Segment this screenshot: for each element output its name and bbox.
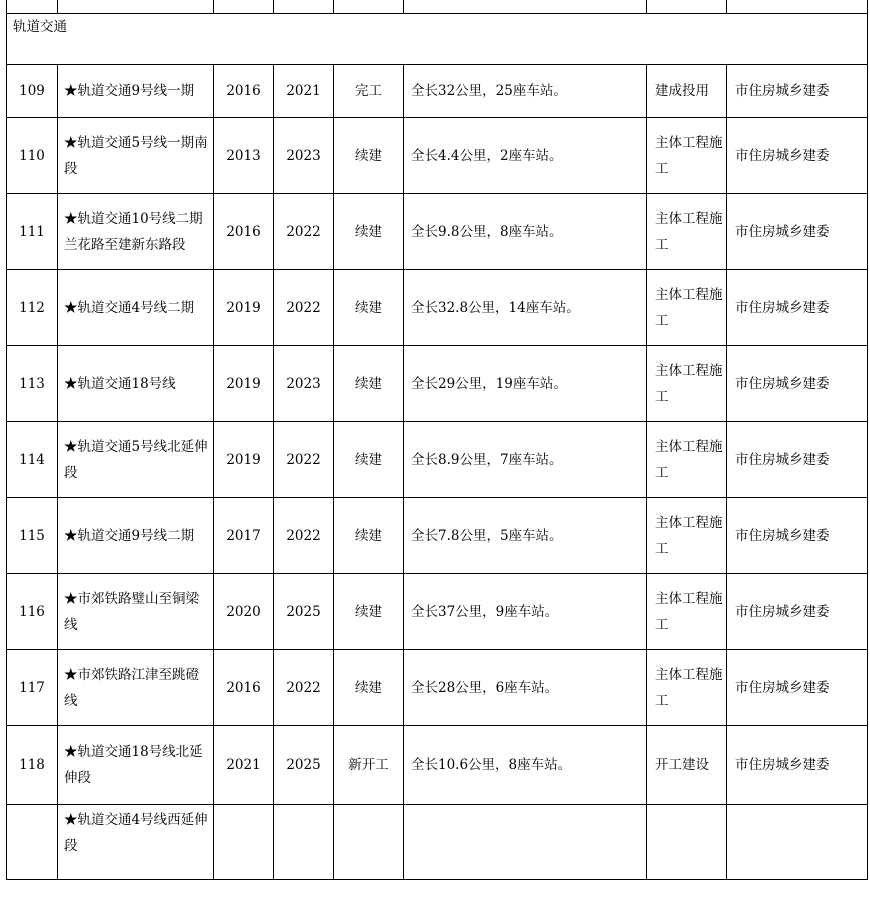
row-number-cell: 110 bbox=[7, 118, 58, 194]
row-number-cell bbox=[7, 805, 58, 880]
clipped-cell bbox=[214, 0, 274, 14]
end-year-cell bbox=[274, 805, 334, 880]
project-name-cell: ★轨道交通5号线北延伸段 bbox=[58, 422, 214, 498]
build-status-cell: 完工 bbox=[334, 65, 404, 118]
table-row bbox=[7, 270, 868, 346]
table-row bbox=[7, 118, 868, 194]
start-year-cell: 2019 bbox=[214, 422, 274, 498]
clipped-cell bbox=[334, 0, 404, 14]
responsible-unit-cell: 市住房城乡建委 bbox=[727, 650, 868, 726]
description-cell: 全长4.4公里，2座车站。 bbox=[404, 118, 647, 194]
progress-target-cell: 主体工程施工 bbox=[647, 118, 727, 194]
start-year-cell: 2016 bbox=[214, 65, 274, 118]
build-status-cell: 续建 bbox=[334, 194, 404, 270]
projects-table bbox=[6, 0, 868, 880]
table-row bbox=[7, 650, 868, 726]
progress-target-cell: 主体工程施工 bbox=[647, 194, 727, 270]
project-name-cell: ★轨道交通9号线一期 bbox=[58, 65, 214, 118]
project-name-cell: ★轨道交通4号线西延伸段 bbox=[58, 805, 214, 880]
section-header-row bbox=[7, 14, 868, 65]
end-year-cell: 2025 bbox=[274, 726, 334, 805]
build-status-cell: 新开工 bbox=[334, 726, 404, 805]
progress-target-cell: 建成投用 bbox=[647, 65, 727, 118]
row-number-cell: 114 bbox=[7, 422, 58, 498]
project-name-cell: ★轨道交通5号线一期南段 bbox=[58, 118, 214, 194]
description-cell: 全长10.6公里，8座车站。 bbox=[404, 726, 647, 805]
table-row bbox=[7, 346, 868, 422]
start-year-cell: 2017 bbox=[214, 498, 274, 574]
table-row bbox=[7, 194, 868, 270]
row-number-cell: 112 bbox=[7, 270, 58, 346]
clipped-previous-row bbox=[7, 0, 868, 14]
responsible-unit-cell: 市住房城乡建委 bbox=[727, 118, 868, 194]
clipped-cell bbox=[274, 0, 334, 14]
progress-target-cell: 主体工程施工 bbox=[647, 346, 727, 422]
end-year-cell: 2022 bbox=[274, 498, 334, 574]
start-year-cell: 2019 bbox=[214, 346, 274, 422]
table-row bbox=[7, 65, 868, 118]
build-status-cell: 续建 bbox=[334, 422, 404, 498]
responsible-unit-cell bbox=[727, 805, 868, 880]
description-cell: 全长8.9公里，7座车站。 bbox=[404, 422, 647, 498]
description-cell: 全长32.8公里，14座车站。 bbox=[404, 270, 647, 346]
row-number-cell: 117 bbox=[7, 650, 58, 726]
project-name-cell: ★市郊铁路江津至跳磴线 bbox=[58, 650, 214, 726]
start-year-cell bbox=[214, 805, 274, 880]
responsible-unit-cell: 市住房城乡建委 bbox=[727, 270, 868, 346]
start-year-cell: 2020 bbox=[214, 574, 274, 650]
table-row bbox=[7, 726, 868, 805]
responsible-unit-cell: 市住房城乡建委 bbox=[727, 498, 868, 574]
responsible-unit-cell: 市住房城乡建委 bbox=[727, 422, 868, 498]
description-cell: 全长32公里，25座车站。 bbox=[404, 65, 647, 118]
start-year-cell: 2016 bbox=[214, 194, 274, 270]
project-name-cell: ★轨道交通9号线二期 bbox=[58, 498, 214, 574]
clipped-cell bbox=[647, 0, 727, 14]
start-year-cell: 2021 bbox=[214, 726, 274, 805]
row-number-cell: 111 bbox=[7, 194, 58, 270]
project-name-cell: ★轨道交通4号线二期 bbox=[58, 270, 214, 346]
row-number-cell: 118 bbox=[7, 726, 58, 805]
end-year-cell: 2022 bbox=[274, 422, 334, 498]
build-status-cell: 续建 bbox=[334, 574, 404, 650]
progress-target-cell bbox=[647, 805, 727, 880]
table-row bbox=[7, 574, 868, 650]
clipped-cell bbox=[7, 0, 58, 14]
end-year-cell: 2023 bbox=[274, 118, 334, 194]
build-status-cell: 续建 bbox=[334, 346, 404, 422]
table-row bbox=[7, 422, 868, 498]
clipped-cell bbox=[404, 0, 647, 14]
responsible-unit-cell: 市住房城乡建委 bbox=[727, 65, 868, 118]
progress-target-cell: 主体工程施工 bbox=[647, 498, 727, 574]
end-year-cell: 2022 bbox=[274, 270, 334, 346]
build-status-cell bbox=[334, 805, 404, 880]
description-cell: 全长7.8公里，5座车站。 bbox=[404, 498, 647, 574]
build-status-cell: 续建 bbox=[334, 270, 404, 346]
responsible-unit-cell: 市住房城乡建委 bbox=[727, 346, 868, 422]
responsible-unit-cell: 市住房城乡建委 bbox=[727, 194, 868, 270]
responsible-unit-cell: 市住房城乡建委 bbox=[727, 574, 868, 650]
row-number-cell: 115 bbox=[7, 498, 58, 574]
description-cell: 全长37公里，9座车站。 bbox=[404, 574, 647, 650]
project-name-cell: ★市郊铁路璧山至铜梁线 bbox=[58, 574, 214, 650]
progress-target-cell: 开工建设 bbox=[647, 726, 727, 805]
end-year-cell: 2023 bbox=[274, 346, 334, 422]
clipped-next-row bbox=[7, 805, 868, 880]
row-number-cell: 109 bbox=[7, 65, 58, 118]
end-year-cell: 2022 bbox=[274, 194, 334, 270]
build-status-cell: 续建 bbox=[334, 650, 404, 726]
build-status-cell: 续建 bbox=[334, 118, 404, 194]
start-year-cell: 2019 bbox=[214, 270, 274, 346]
start-year-cell: 2013 bbox=[214, 118, 274, 194]
progress-target-cell: 主体工程施工 bbox=[647, 270, 727, 346]
clipped-cell bbox=[727, 0, 868, 14]
section-title: 轨道交通 bbox=[7, 14, 868, 65]
end-year-cell: 2025 bbox=[274, 574, 334, 650]
progress-target-cell: 主体工程施工 bbox=[647, 422, 727, 498]
end-year-cell: 2022 bbox=[274, 650, 334, 726]
responsible-unit-cell: 市住房城乡建委 bbox=[727, 726, 868, 805]
project-name-cell: ★轨道交通18号线 bbox=[58, 346, 214, 422]
table-row bbox=[7, 498, 868, 574]
start-year-cell: 2016 bbox=[214, 650, 274, 726]
build-status-cell: 续建 bbox=[334, 498, 404, 574]
description-cell bbox=[404, 805, 647, 880]
clipped-cell bbox=[58, 0, 214, 14]
row-number-cell: 113 bbox=[7, 346, 58, 422]
row-number-cell: 116 bbox=[7, 574, 58, 650]
description-cell: 全长29公里，19座车站。 bbox=[404, 346, 647, 422]
project-name-cell: ★轨道交通10号线二期兰花路至建新东路段 bbox=[58, 194, 214, 270]
progress-target-cell: 主体工程施工 bbox=[647, 574, 727, 650]
end-year-cell: 2021 bbox=[274, 65, 334, 118]
description-cell: 全长28公里，6座车站。 bbox=[404, 650, 647, 726]
description-cell: 全长9.8公里，8座车站。 bbox=[404, 194, 647, 270]
project-name-cell: ★轨道交通18号线北延伸段 bbox=[58, 726, 214, 805]
progress-target-cell: 主体工程施工 bbox=[647, 650, 727, 726]
